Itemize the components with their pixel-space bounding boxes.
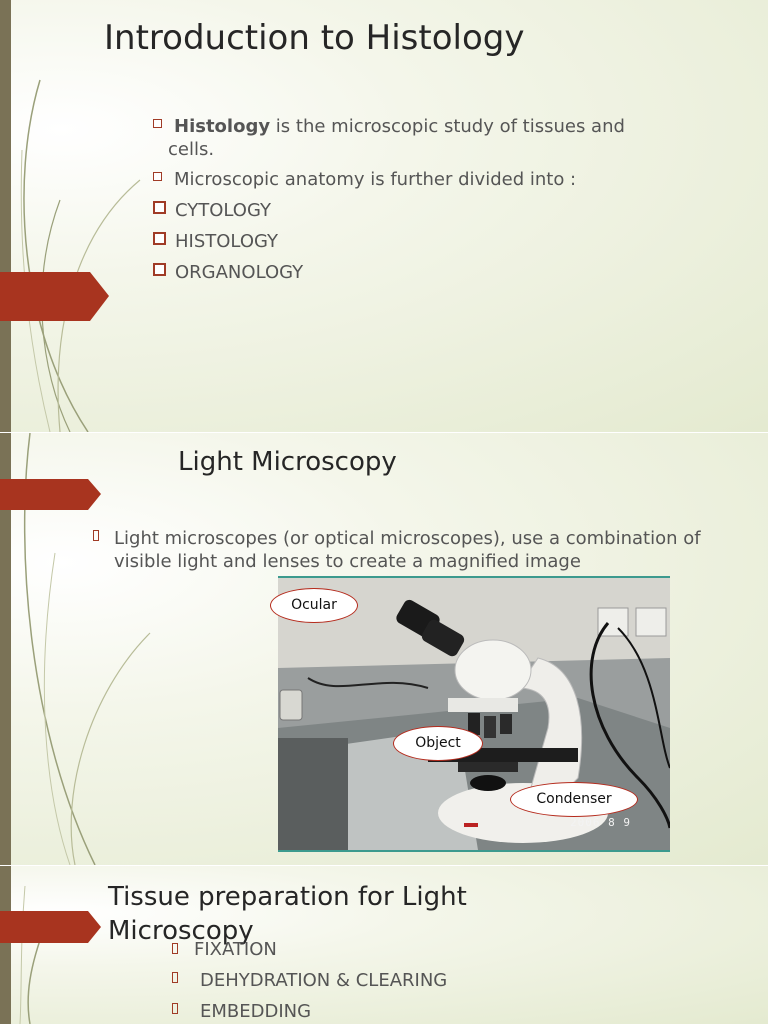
bullet-marker-icon — [172, 1003, 178, 1014]
bullet-organology: ORGANOLOGY — [175, 262, 304, 283]
step-embedding: EMBEDDING — [200, 1001, 312, 1022]
bullet-histology-definition — [174, 115, 625, 138]
decorative-curves — [0, 0, 200, 432]
slide-title-line1: Tissue preparation for Light — [108, 882, 467, 912]
bullet-square-icon — [153, 263, 166, 276]
photo-date-stamp: 2006 8 9 — [570, 816, 631, 829]
bullet-microscopic-anatomy: Microscopic anatomy is further divided into : — [174, 169, 577, 190]
bullet-text-continuation: cells. — [168, 139, 215, 160]
bullet-square-icon — [153, 172, 162, 181]
callout-ocular: Ocular — [270, 588, 358, 623]
bullet-text: is the microscopic study of tissues and — [270, 116, 625, 137]
bullet-marker-icon — [172, 943, 178, 954]
bullet-histology: HISTOLOGY — [175, 231, 279, 252]
slide-intro-histology — [0, 0, 768, 432]
slide-tag — [0, 272, 112, 322]
slide-title: Introduction to Histology — [104, 18, 525, 58]
slide-tissue-preparation — [0, 866, 768, 1024]
step-fixation: FIXATION — [194, 939, 277, 960]
bullet-cytology: CYTOLOGY — [175, 200, 272, 221]
bullet-square-icon — [153, 232, 166, 245]
callout-condenser: Condenser — [510, 782, 638, 817]
bullet-square-icon — [153, 201, 166, 214]
slide-title-line2: Microscopy — [108, 916, 254, 946]
step-dehydration-clearing: DEHYDRATION & CLEARING — [200, 970, 448, 991]
slide-tag — [0, 911, 104, 944]
bullet-square-icon — [153, 119, 162, 128]
bullet-marker-icon — [172, 972, 178, 983]
bullet-bold-term: Histology — [174, 116, 271, 137]
slide-tag — [0, 479, 104, 511]
callout-object: Object — [393, 726, 483, 761]
slide-title — [108, 880, 467, 948]
slide-title: Light Microscopy — [178, 447, 397, 477]
bullet-light-microscopes-line2: visible light and lenses to create a magnified image — [114, 551, 581, 572]
bullet-marker-icon — [93, 530, 99, 541]
bullet-light-microscopes-line1: Light microscopes (or optical microscopes), use a combination of — [114, 528, 701, 549]
